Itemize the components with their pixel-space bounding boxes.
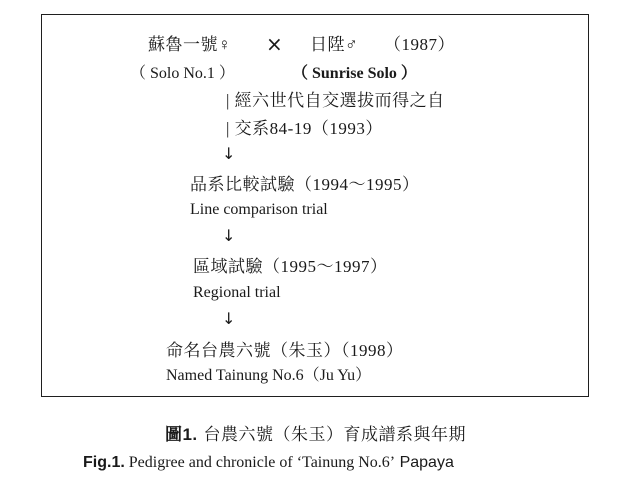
step3-en: Named Tainung No.6（Ju Yu）: [166, 367, 372, 384]
caption-en: [83, 454, 454, 472]
step2-zh: 區域試驗（1995～1997）: [193, 257, 388, 276]
step2-en: Regional trial: [193, 284, 281, 301]
parent-male-zh: 日陞♂: [310, 35, 359, 54]
selection-line-2: | 交系84-19（1993）: [226, 119, 383, 138]
arrow-1: ↓: [222, 144, 236, 163]
parent-female-en: （ Solo No.1 ）: [130, 65, 235, 82]
caption-en-text: Pedigree and chronicle of ‘Tainung No.6’: [124, 454, 396, 471]
cross-year: （1987）: [384, 35, 455, 54]
selection-line-1: | 經六世代自交選拔而得之自: [226, 91, 445, 110]
caption-zh: [0, 420, 631, 445]
caption-en-label: Fig.1.: [83, 454, 125, 471]
arrow-3: ↓: [222, 309, 236, 328]
parent-female-zh: 蘇魯一號♀: [148, 35, 232, 54]
step3-zh: 命名台農六號（朱玉）（1998）: [166, 341, 404, 360]
caption-zh-text: 台農六號（朱玉）育成譜系與年期: [197, 425, 467, 445]
step1-en: Line comparison trial: [190, 201, 328, 218]
step1-zh: 品系比較試驗（1994～1995）: [190, 175, 420, 194]
parent-male-en: （ Sunrise Solo ）: [292, 65, 417, 82]
caption-en-tail: Papaya: [395, 454, 454, 471]
cross-symbol: ×: [266, 32, 283, 56]
caption-zh-label: 圖1.: [164, 425, 198, 444]
arrow-2: ↓: [222, 226, 236, 245]
